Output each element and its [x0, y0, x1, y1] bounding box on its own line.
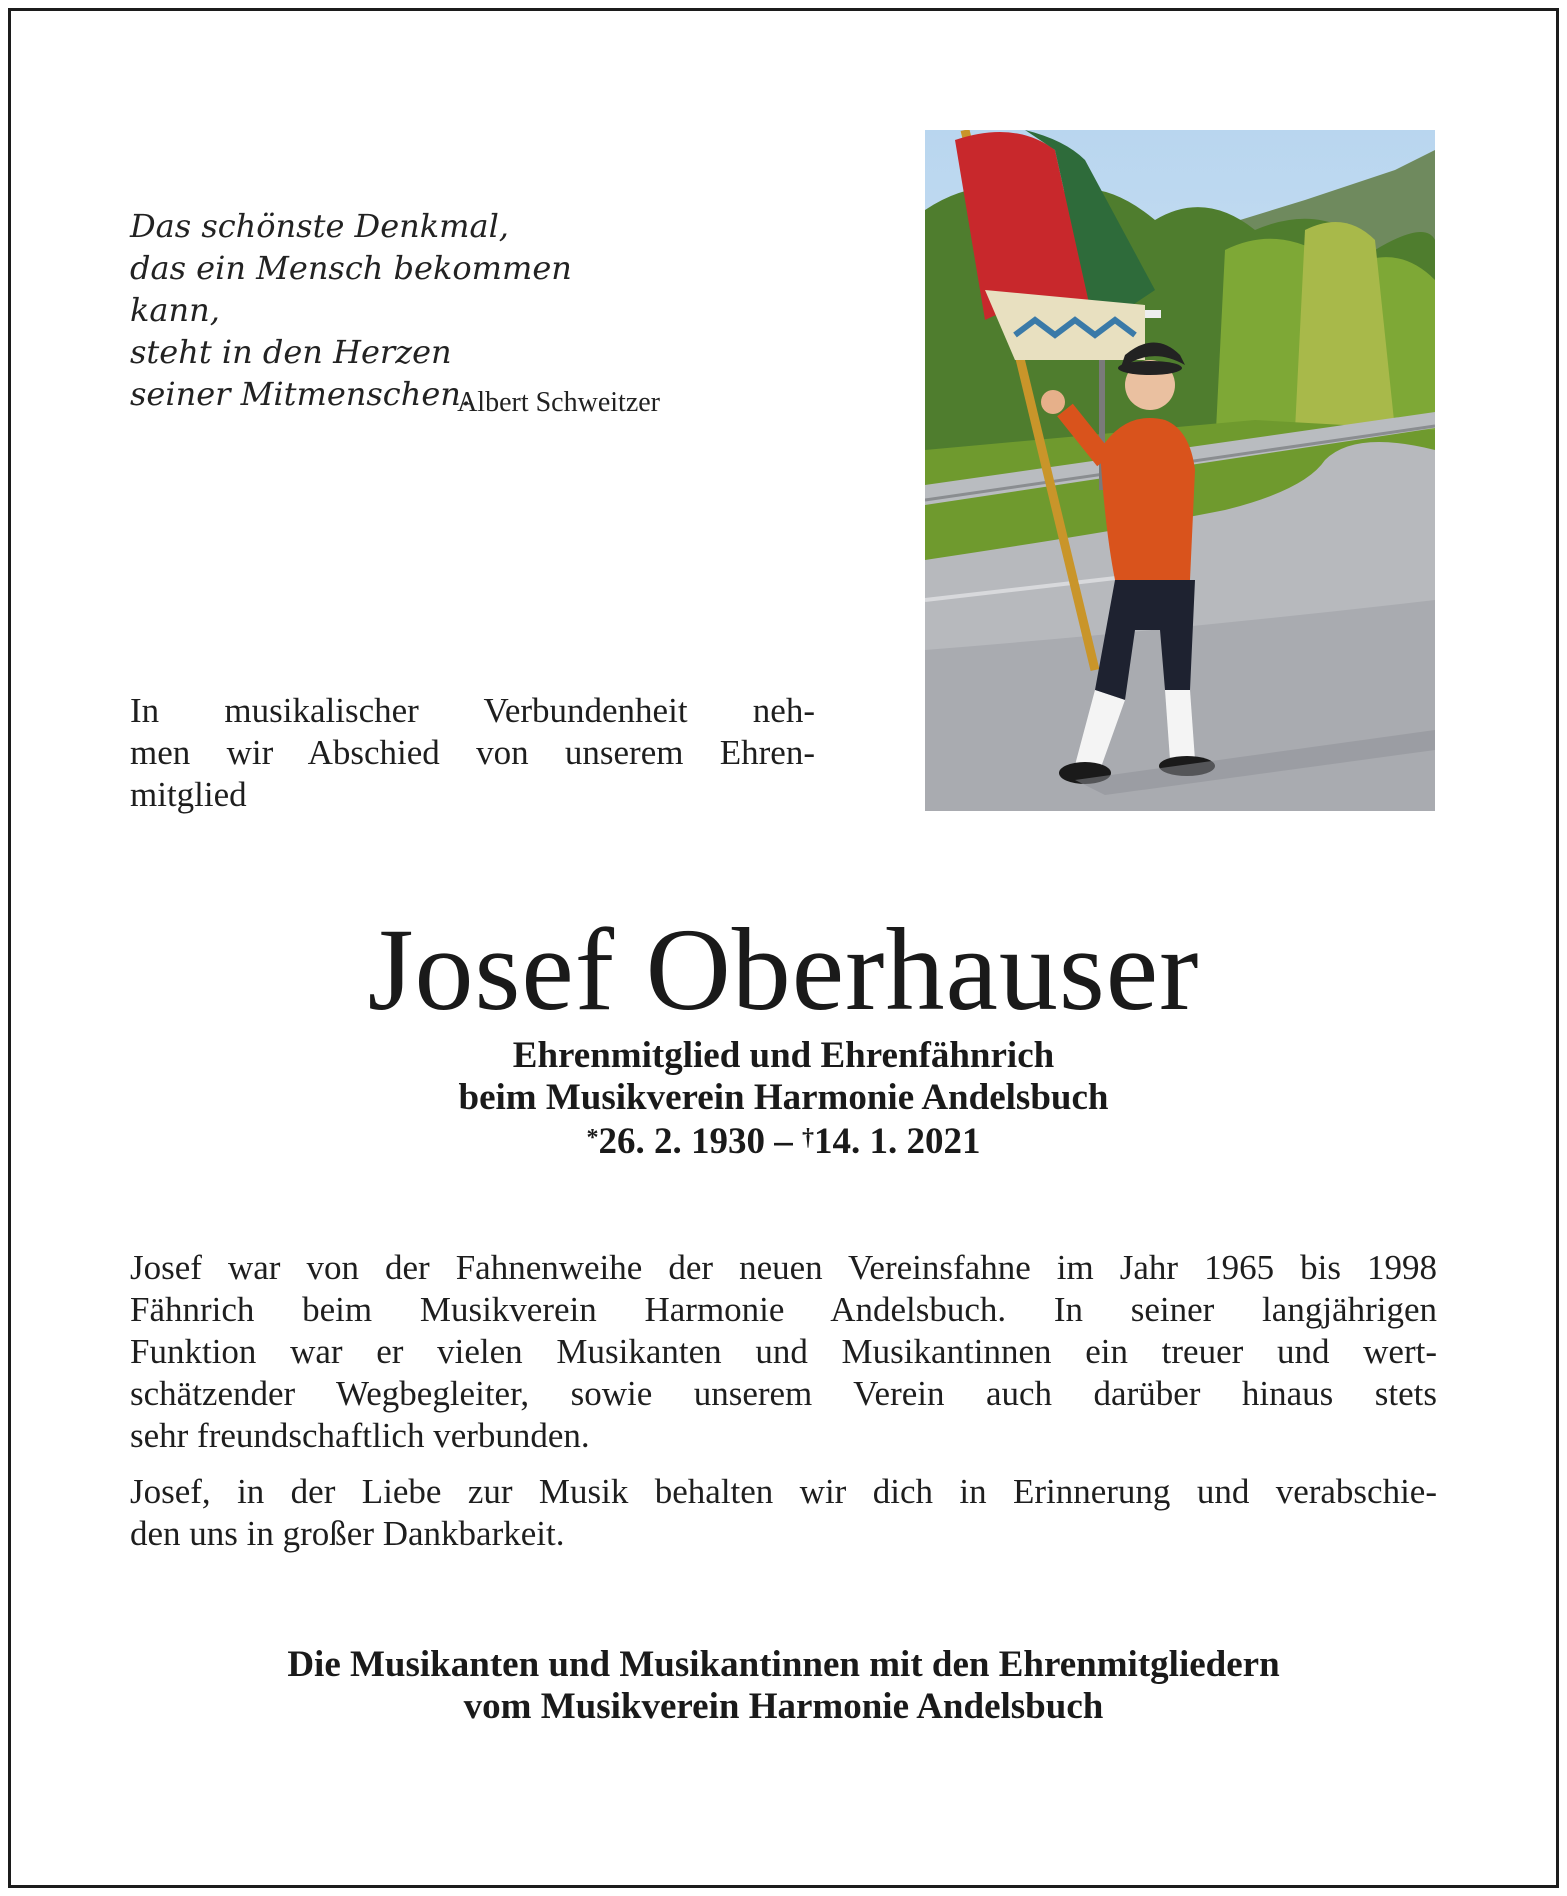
deceased-title [0, 1035, 1567, 1119]
intro-line: In musikalischer Verbundenheit neh- [130, 691, 815, 730]
quote-line: das ein Mensch bekommen kann, [130, 249, 572, 329]
intro-text [130, 690, 815, 816]
date-separator: – [774, 1121, 793, 1162]
quote-line: seiner Mitmenschen. [130, 375, 472, 413]
deceased-name: Josef Oberhauser [367, 904, 1200, 1035]
photo-illustration [925, 130, 1435, 811]
flag-bearer-photo [925, 130, 1435, 811]
body-line: Josef war von der Fahnenweihe der neuen Vereinsfahne im Jahr 1965 bis 1998 [130, 1248, 1437, 1287]
title-line: Ehrenmitglied und Ehrenfähnrich [512, 1035, 1055, 1076]
body-line: Fähnrich beim Musikverein Harmonie Andelsbuch. In seiner langjährigen [130, 1290, 1437, 1329]
body-paragraph-1 [130, 1247, 1437, 1457]
signoff-line: vom Musikverein Harmonie Andelsbuch [463, 1686, 1104, 1727]
quote-line: Das schönste Denkmal, [130, 207, 509, 245]
memorial-quote [130, 205, 670, 415]
quote-line: steht in den Herzen [130, 333, 452, 371]
life-dates [0, 1121, 1567, 1163]
body-line: den uns in großer Dankbarkeit. [130, 1514, 565, 1553]
body-line: sehr freundschaftlich verbunden. [130, 1416, 590, 1455]
intro-line: men wir Abschied von unserem Ehren- [130, 733, 815, 772]
death-date: 14. 1. 2021 [814, 1121, 981, 1162]
body-line: schätzender Wegbegleiter, sowie unserem Verein auch darüber hinaus stets [130, 1374, 1437, 1413]
intro-line: mitglied [130, 775, 247, 814]
signoff-line: Die Musikanten und Musikantinnen mit den Ehrenmitgliedern [287, 1644, 1280, 1685]
body-paragraph-2 [130, 1471, 1437, 1555]
birth-date: 26. 2. 1930 [598, 1121, 765, 1162]
body-line: Funktion war er vielen Musikanten und Musikantinnen ein treuer und wert- [130, 1332, 1437, 1371]
jacket [1100, 418, 1195, 580]
title-line: beim Musikverein Harmonie Andelsbuch [458, 1077, 1109, 1118]
signoff [0, 1644, 1567, 1728]
death-symbol: † [802, 1125, 814, 1151]
quote-author: Albert Schweitzer [457, 387, 660, 418]
body-line: Josef, in der Liebe zur Musik behalten wir dich in Erinnerung und verabschie- [130, 1472, 1437, 1511]
obituary-body [130, 1247, 1437, 1569]
birth-symbol: * [586, 1125, 599, 1151]
